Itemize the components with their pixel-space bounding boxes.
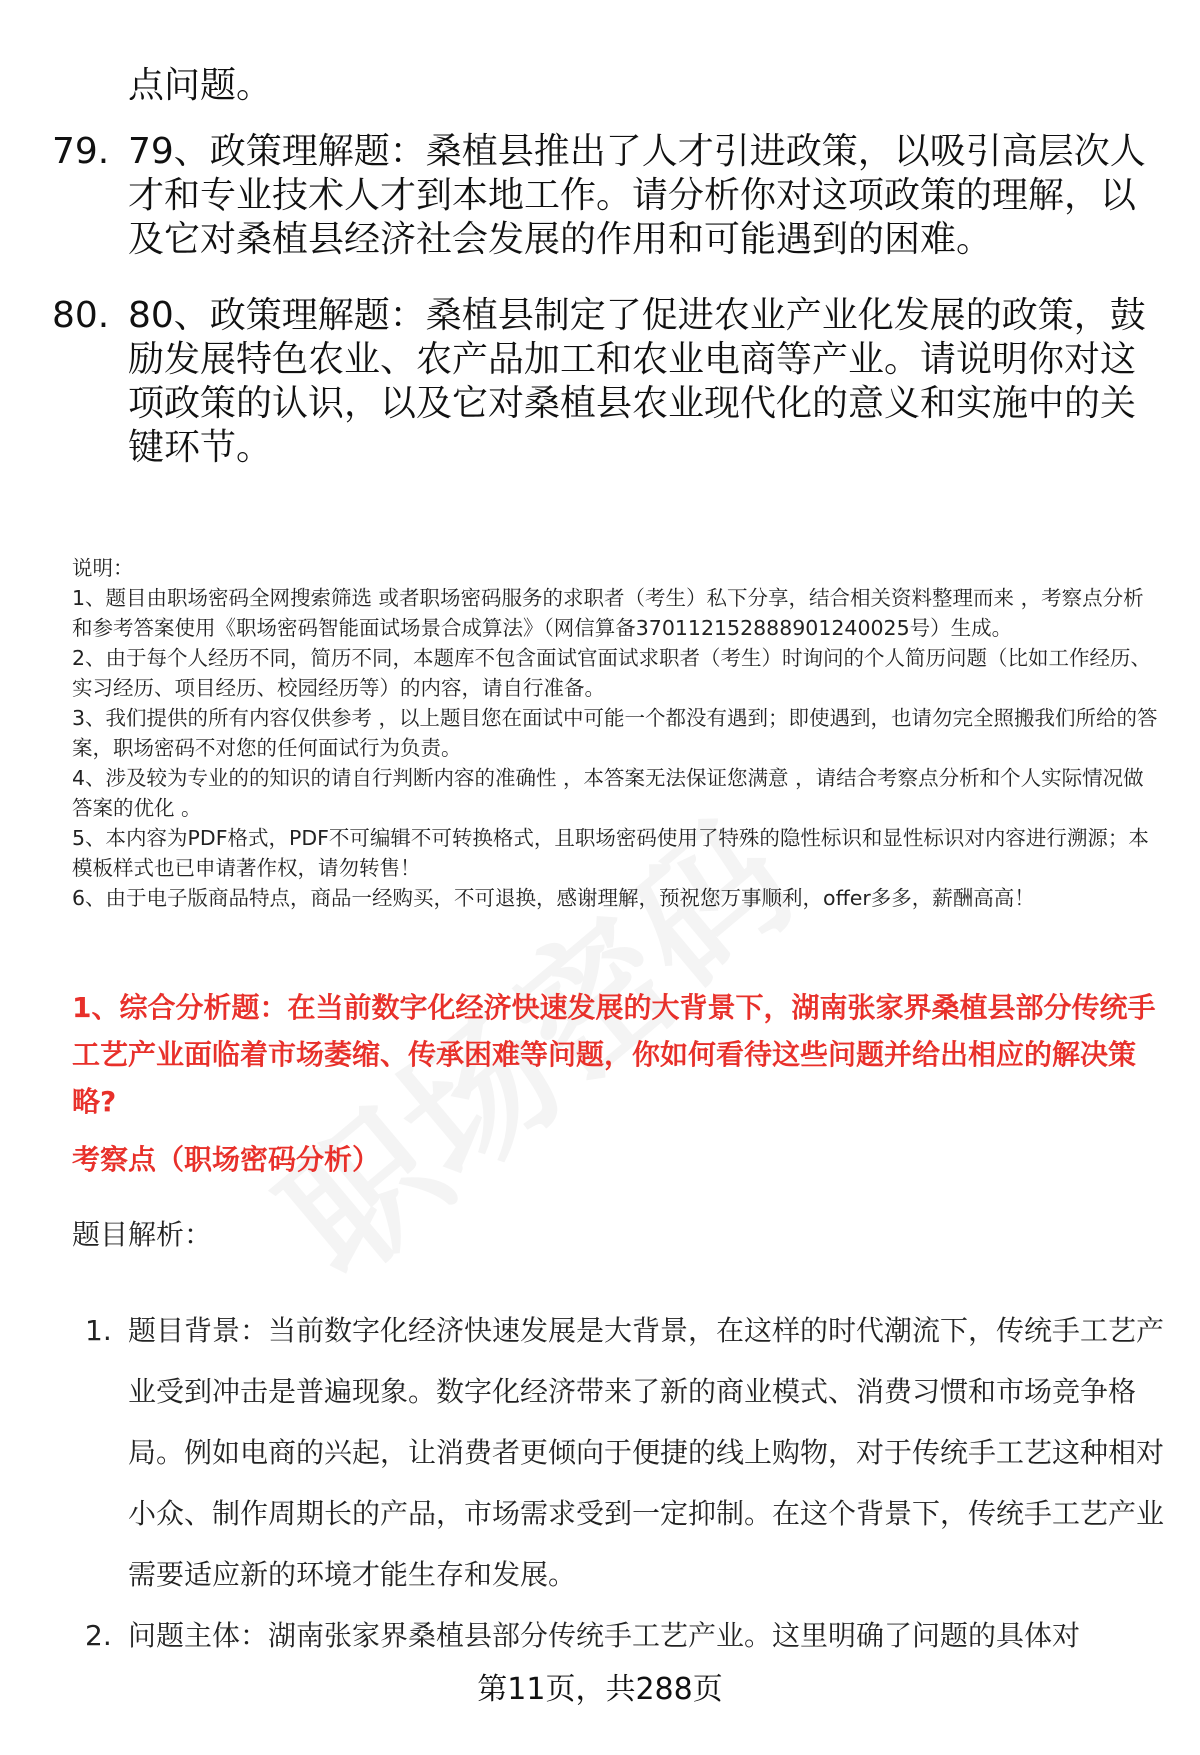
page-footer: 第11页，共288页 (477, 1672, 723, 1707)
question-80 (52, 294, 1162, 470)
exam-point-heading: 考察点（职场密码分析） (72, 1143, 381, 1176)
list-item (85, 1300, 1165, 1605)
notes-heading: 说明： (72, 556, 134, 580)
note-item: 6、由于电子版商品特点，商品一经购买，不可退换，感谢理解，预祝您万事顺利，offer多多，薪酬高高！ (72, 886, 1035, 910)
note-item: 2、由于每个人经历不同，简历不同，本题库不包含面试官面试求职者（考生）时询问的个人简历问题（比如工作经历、实习经历、项目经历、校园经历等）的内容，请自行准备。 (72, 646, 1152, 700)
list-item-number: 2. (85, 1619, 112, 1652)
question-text: 80、政策理解题：桑植县制定了促进农业产业化发展的政策，鼓励发展特色农业、农产品加工和农业电商等产业。请说明你对这项政策的认识，以及它对桑植县农业现代化的意义和实施中的关键环节。 (128, 295, 1146, 468)
note-item: 5、本内容为PDF格式，PDF不可编辑不可转换格式，且职场密码使用了特殊的隐性标识和显性标识对内容进行溯源；本模板样式也已申请著作权，请勿转售！ (72, 826, 1149, 880)
continuation-text: 点问题。 (128, 65, 273, 106)
note-item: 4、涉及较为专业的的知识的请自行判断内容的准确性 ，本答案无法保证您满意 ，请结合考察点分析和个人实际情况做答案的优化 。 (72, 766, 1144, 820)
question-number: 79. (52, 131, 110, 172)
analysis-heading: 题目解析： (72, 1218, 213, 1251)
list-item-text: 题目背景：当前数字化经济快速发展是大背景，在这样的时代潮流下，传统手工艺产业受到冲击是普遍现象。数字化经济带来了新的商业模式、消费习惯和市场竞争格局。例如电商的兴起，让消费者更倾向于便捷的线上购物，对于传统手工艺这种相对小众、制作周期长的产品，市场需求受到一定抑制。在这个背景下，传统手工艺产业需要适应新的环境才能生存和发展。 (128, 1314, 1165, 1591)
notes-section (72, 553, 1162, 913)
analysis-list (85, 1300, 1165, 1666)
note-item: 3、我们提供的所有内容仅供参考 ，以上题目您在面试中可能一个都没有遇到；即使遇到，也请勿完全照搬我们所给的答案，职场密码不对您的任何面试行为负责。 (72, 706, 1158, 760)
question-1-title: 1、综合分析题：在当前数字化经济快速发展的大背景下，湖南张家界桑植县部分传统手工艺产业面临着市场萎缩、传承困难等问题，你如何看待这些问题并给出相应的解决策略? (72, 991, 1156, 1118)
list-item (85, 1605, 1165, 1666)
list-item-number: 1. (85, 1314, 112, 1347)
question-number: 80. (52, 295, 110, 336)
list-item-text: 问题主体：湖南张家界桑植县部分传统手工艺产业。这里明确了问题的具体对 (128, 1619, 1081, 1652)
question-79 (52, 130, 1162, 262)
note-item: 1、题目由职场密码全网搜索筛选 或者职场密码服务的求职者（考生）私下分享，结合相关资料整理而来 ，考察点分析和参考答案使用《职场密码智能面试场景合成算法》（网信算备370112152888901240025号）生成。 (72, 586, 1144, 640)
question-text: 79、政策理解题：桑植县推出了人才引进政策，以吸引高层次人才和专业技术人才到本地工作。请分析你对这项政策的理解，以及它对桑植县经济社会发展的作用和可能遇到的困难。 (128, 131, 1146, 260)
